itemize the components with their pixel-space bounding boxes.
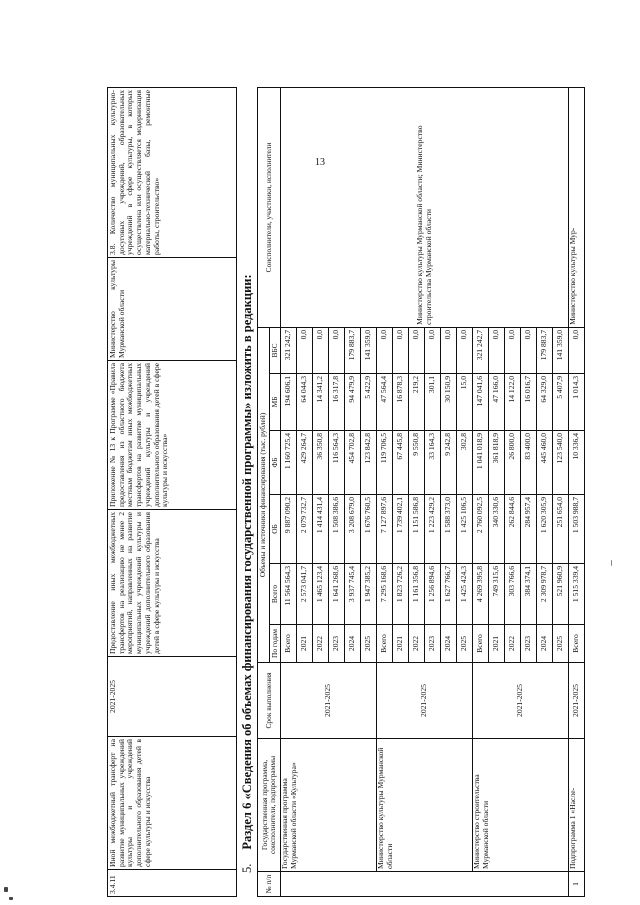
ob-cell: 2 760 092,5 [473,495,489,564]
subprogram-term: 2021-2025 [569,663,585,739]
subprogram-total: 1 515 339,4 [569,564,585,625]
partners-cell: Министерство культуры Мурманской области; Министерство строительства Мурманской области [281,87,569,327]
vbs-cell: 321 242,7 [281,327,297,373]
section-title: Раздел 6 «Сведения об объемах финансирования государственной программы» изложить в редакции: [240,274,254,850]
mb-cell: 94 479,9 [345,374,361,431]
fb-cell: 83 400,0 [521,431,537,495]
total-cell: 1 256 894,6 [425,564,441,625]
fb-cell: 454 702,8 [345,431,361,495]
mb-cell: 14 341,2 [313,374,329,431]
mb-cell: 147 041,6 [473,374,489,431]
ob-cell: 1 739 402,1 [393,495,409,564]
vbs-cell: 141 359,0 [553,327,569,373]
vbs-cell: 141 359,0 [361,327,377,373]
num-cell [281,872,569,897]
ob-cell: 2 079 732,7 [297,495,313,564]
total-cell: 2 573 041,7 [297,564,313,625]
fb-cell: 429 264,7 [297,431,313,495]
header-fb: ФБ [269,431,281,495]
page-number: 13 [315,157,325,168]
mb-cell: 16 878,3 [393,374,409,431]
total-cell: 384 374,1 [521,564,537,625]
fb-cell: 116 564,3 [329,431,345,495]
header-by-years: По годам [269,625,281,663]
mb-cell: 5 407,9 [553,374,569,431]
year-cell: 2024 [537,625,553,663]
ob-cell: 1 425 106,5 [457,495,473,564]
header-name: Государственная программа, соисполнители, подпрограммы [258,739,281,872]
header-total: Всего [269,564,281,625]
header-term: Срок выполнения [258,663,281,739]
year-cell: 2021 [489,625,505,663]
total-cell: 1 641 268,6 [329,564,345,625]
mb-cell: 30 150,9 [441,374,457,431]
vbs-cell: 0,0 [377,327,393,373]
result-text: 3.8. Количество муниципальных культурно-досуговых учреждений, образовательных учреждений в сфере культуры, в которых осуществлена или осуществляется модернизация материально-технической базы, ремонтные работы, строительство» [108,88,237,258]
group-term: 2021-2025 [281,663,377,739]
ob-cell: 1 151 586,8 [409,495,425,564]
fb-cell: 33 164,3 [425,431,441,495]
group-name: Государственная программа Мурманской области «Культура» [281,739,377,872]
fb-cell: 119 706,5 [377,431,393,495]
year-cell: 2021 [297,625,313,663]
event-text: Предоставление иных межбюджетных трансфертов на реализацию не менее 2 мероприятий, направленных на развитие муниципальных учреждений культуры и учреждений дополнительного образования детей в сфере культуры и искусства [108,510,237,657]
year-cell: 2022 [409,625,425,663]
total-cell: 2 309 978,7 [537,564,553,625]
mb-cell: 5 422,9 [361,374,377,431]
fb-cell: 9 242,8 [441,431,457,495]
mb-cell: 219,2 [409,374,425,431]
row-number: 3.4.11 [108,870,237,897]
group-term: 2021-2025 [473,663,569,739]
executor-text: Министерство культуры Мурманской области [108,258,237,361]
year-cell: 2024 [345,625,361,663]
ob-cell: 9 887 090,2 [281,495,297,564]
vbs-cell: 0,0 [457,327,473,373]
vbs-cell: 0,0 [409,327,425,373]
scan-speck [611,560,612,566]
header-volume: Объемы и источники финансирования (тыс. рублей) [258,327,270,662]
year-cell: 2025 [361,625,377,663]
ob-cell: 1 620 305,9 [537,495,553,564]
vbs-cell: 0,0 [313,327,329,373]
total-cell: 4 269 395,8 [473,564,489,625]
year-cell: 2023 [521,625,537,663]
vbs-cell: 0,0 [393,327,409,373]
vbs-cell: 321 242,7 [473,327,489,373]
subprogram-fb: 10 336,4 [569,431,585,495]
subprogram-mb: 1 014,3 [569,374,585,431]
mb-cell: 64 044,3 [297,374,313,431]
vbs-cell: 0,0 [489,327,505,373]
mb-cell: 15,0 [457,374,473,431]
fb-cell: 1 160 725,4 [281,431,297,495]
ob-cell: 1 508 386,6 [329,495,345,564]
year-cell: 2023 [329,625,345,663]
scan-speck [4,887,8,892]
vbs-cell: 179 883,7 [537,327,553,373]
ob-cell: 1 414 431,4 [313,495,329,564]
total-cell: 749 315,6 [489,564,505,625]
group-term: 2021-2025 [377,663,473,739]
ob-cell: 1 588 373,0 [441,495,457,564]
mb-cell: 301,1 [425,374,441,431]
subprogram-name: Подпрограмма 1 «Насле- [569,739,585,872]
fb-cell: 302,8 [457,431,473,495]
scan-speck [9,897,13,900]
indicator-text: Иной межбюджетный трансферт на развитие муниципальных учреждений культуры и учреждений дополнительного образования детей в сфере культуры и искусства [108,737,237,870]
group-name: Министерство строительства Мурманской области [473,739,569,872]
total-cell: 1 161 356,8 [409,564,425,625]
mb-cell: 64 329,0 [537,374,553,431]
financing-row [281,87,297,896]
vbs-cell: 0,0 [297,327,313,373]
year-cell: 2021 [393,625,409,663]
financing-table [257,87,585,897]
fb-cell: 123 540,0 [553,431,569,495]
vbs-cell: 0,0 [425,327,441,373]
header-ob: ОБ [269,495,281,564]
mb-cell: 47 564,4 [377,374,393,431]
ob-cell: 1 223 429,2 [425,495,441,564]
fb-cell: 445 460,0 [537,431,553,495]
year-cell: 2022 [505,625,521,663]
header-row [258,87,270,896]
ob-cell: 7 127 897,6 [377,495,393,564]
ob-cell: 340 330,6 [489,495,505,564]
year-cell: 2025 [457,625,473,663]
mb-cell: 194 606,1 [281,374,297,431]
vbs-cell: 0,0 [329,327,345,373]
subprogram-ob: 1 503 988,7 [569,495,585,564]
period: 2021-2025 [108,657,237,737]
subprogram-vbs: 0,0 [569,327,585,373]
ob-cell: 1 676 760,5 [361,495,377,564]
vbs-cell: 0,0 [441,327,457,373]
total-cell: 7 295 168,6 [377,564,393,625]
fb-cell: 36 350,8 [313,431,329,495]
year-cell: Всего [377,625,393,663]
year-cell: 2022 [313,625,329,663]
subprogram-partners: Министерство культуры Мур- [569,87,585,327]
fb-cell: 67 445,8 [393,431,409,495]
year-cell: 2024 [441,625,457,663]
subprogram-row [569,87,585,896]
subprogram-year: Всего [569,625,585,663]
fb-cell: 26 800,0 [505,431,521,495]
total-cell: 1 947 385,2 [361,564,377,625]
continuation-row [108,88,237,897]
header-num: № п/п [258,872,281,897]
ob-cell: 251 654,0 [553,495,569,564]
year-cell: 2025 [553,625,569,663]
section-number: 5. [240,863,254,873]
header-mb: МБ [269,374,281,431]
mb-cell: 16 317,8 [329,374,345,431]
section-heading [237,88,257,897]
ob-cell: 284 957,4 [521,495,537,564]
continuation-table [107,87,237,897]
fb-cell: 1 041 018,9 [473,431,489,495]
rotated-document [107,88,605,897]
year-cell: Всего [281,625,297,663]
vbs-cell: 179 883,7 [345,327,361,373]
mb-cell: 14 122,0 [505,374,521,431]
total-cell: 1 627 766,7 [441,564,457,625]
fb-cell: 361 818,9 [489,431,505,495]
group-name: Министерство культуры Мурманской области [377,739,473,872]
ob-cell: 262 844,6 [505,495,521,564]
header-partners: Соисполнители, участники, исполнители [258,87,281,327]
total-cell: 303 766,6 [505,564,521,625]
total-cell: 1 823 726,2 [393,564,409,625]
vbs-cell: 0,0 [521,327,537,373]
mb-cell: 47 166,0 [489,374,505,431]
source-text: Приложение № 13 к Программе «Правила предоставления из областного бюджета местным бюджетам иных межбюджетных трансфертов на развитие муниципальных учреждений культуры и учреждений дополнительного образования детей в сфере культуры и искусства» [108,361,237,510]
header-vbs: ВБС [269,327,281,373]
total-cell: 1 425 424,3 [457,564,473,625]
fb-cell: 123 842,8 [361,431,377,495]
year-cell: 2023 [425,625,441,663]
subprogram-num: 1 [569,872,585,897]
total-cell: 1 465 123,4 [313,564,329,625]
total-cell: 3 937 745,4 [345,564,361,625]
ob-cell: 3 208 679,0 [345,495,361,564]
mb-cell: 16 016,7 [521,374,537,431]
fb-cell: 9 550,8 [409,431,425,495]
year-cell: Всего [473,625,489,663]
total-cell: 11 564 564,3 [281,564,297,625]
total-cell: 521 960,9 [553,564,569,625]
vbs-cell: 0,0 [505,327,521,373]
